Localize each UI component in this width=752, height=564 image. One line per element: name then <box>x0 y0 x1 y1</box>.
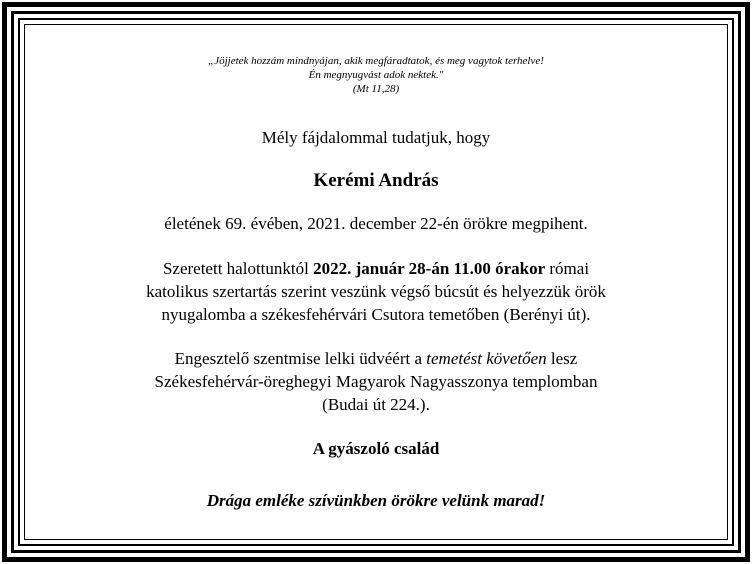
funeral-line-1 <box>0 258 752 280</box>
mass-line-1 <box>0 348 752 370</box>
deceased-name: Kerémi András <box>313 170 439 191</box>
quote-reference: (Mt 11,28) <box>352 83 400 95</box>
death-notice: életének 69. évében, 2021. december 22-én örökre megpihent. <box>164 214 588 233</box>
funeral-lead: Szeretett halottunktól <box>162 259 314 278</box>
quote-line-2: Én megnyugvást adok nektek." <box>308 69 444 81</box>
mass-rest: lesz <box>546 349 578 368</box>
quote-line-1: „Jöjjetek hozzám mindnyájan, akik megfáradtatok, és meg vagytok terhelve! <box>208 55 544 67</box>
mass-line-3: (Budai út 224.). <box>322 395 430 414</box>
mass-emphasis: temetést követően <box>426 349 547 368</box>
mass-lead: Engesztelő szentmise lelki üdvéért a <box>174 349 427 368</box>
intro-text: Mély fájdalommal tudatjuk, hogy <box>261 128 491 147</box>
family-signature: A gyászoló család <box>312 439 440 458</box>
closing-line: Drága emléke szívünkben örökre velünk marad! <box>206 491 546 510</box>
bible-quote <box>0 54 752 96</box>
funeral-rest: római <box>545 259 590 278</box>
funeral-datetime: 2022. január 28-án 11.00 órakor <box>313 259 546 278</box>
funeral-line-3: nyugalomba a székesfehérvári Csutora temetőben (Berényi út). <box>161 305 591 324</box>
mass-line-2: Székesfehérvár-öreghegyi Magyarok Nagyasszonya templomban <box>154 372 598 391</box>
funeral-line-2: katolikus szertartás szerint veszünk végső búcsút és helyezzük örök <box>146 282 606 301</box>
